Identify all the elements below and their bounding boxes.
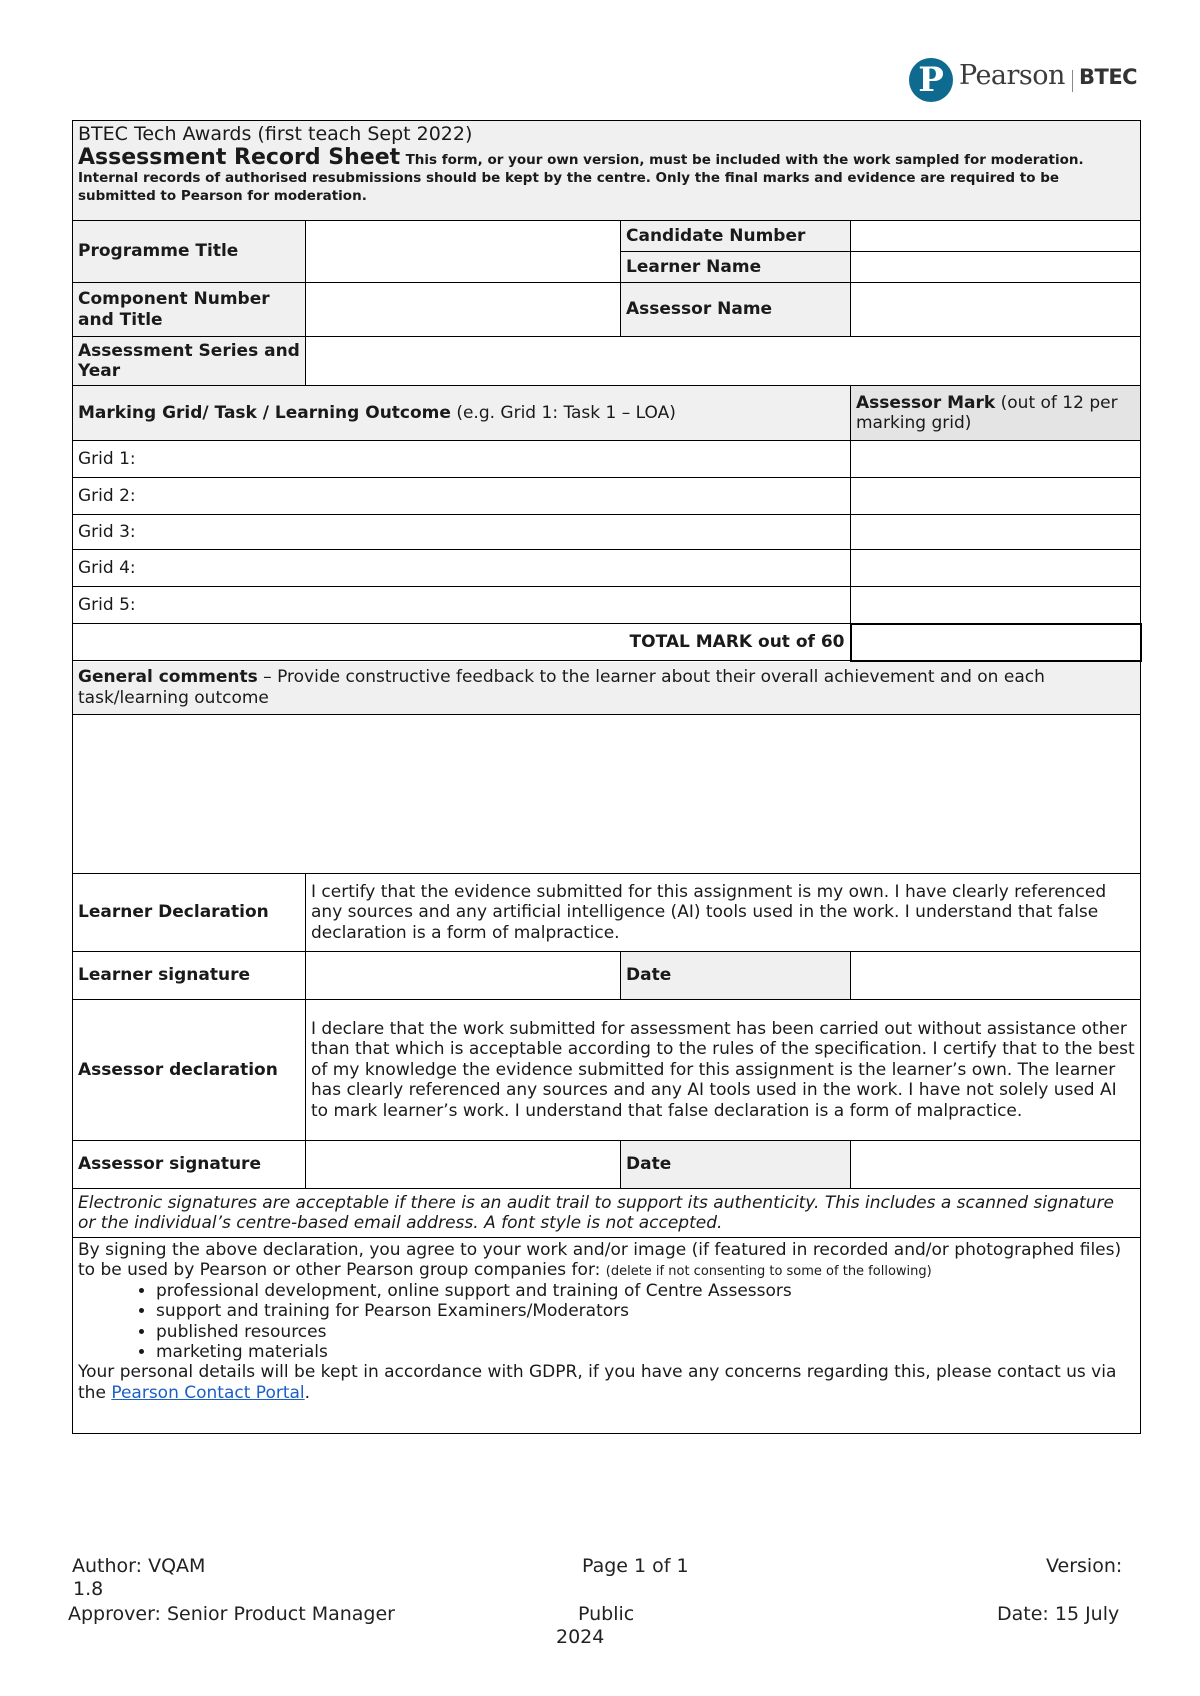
grid-mark-field[interactable] [851, 478, 1141, 515]
grid-mark-field[interactable] [851, 587, 1141, 624]
general-comments-heading [73, 661, 1141, 715]
component-label: Component Number and Title [73, 283, 306, 337]
component-field[interactable] [306, 283, 621, 337]
learner-declaration-text: I certify that the evidence submitted for this assignment is my own. I have clearly referenced any sources and any artificial intelligence (AI) tools used in the work. I understand that false declaration is a form of malpractice. [306, 874, 1141, 952]
grid-mark-field[interactable] [851, 441, 1141, 478]
learner-date-field[interactable] [851, 952, 1141, 1000]
assessment-series-field[interactable] [306, 337, 1141, 386]
list-item: • support and training for Pearson Examiners/Moderators [156, 1301, 1135, 1321]
assessor-mark-heading-bold: Assessor Mark [856, 392, 996, 413]
pearson-contact-portal-link[interactable]: Pearson Contact Portal [111, 1382, 305, 1403]
logo-btec-text: BTEC [1079, 65, 1138, 89]
assessment-record-form [72, 120, 1140, 1434]
total-mark-label: TOTAL MARK out of 60 [73, 624, 851, 661]
assessor-signature-field[interactable] [306, 1141, 621, 1189]
list-item: • published resources [156, 1322, 1135, 1342]
qualification-title: BTEC Tech Awards (first teach Sept 2022) [78, 123, 473, 145]
learner-signature-field[interactable] [306, 952, 621, 1000]
general-comments-instructions: – Provide constructive feedback to the learner about their overall achievement and on each task/learning outcome [78, 667, 1045, 708]
assessor-mark-heading-note: (out of 12 per marking grid) [856, 392, 1118, 433]
consent-delete-note: (delete if not consenting to some of the following) [605, 1264, 932, 1280]
footer-approver: Approver: Senior Product Manager [68, 1603, 395, 1625]
candidate-number-field[interactable] [851, 221, 1141, 252]
consent-section [73, 1238, 1141, 1434]
footer-version-value: 1.8 [73, 1578, 104, 1600]
candidate-number-label: Candidate Number [621, 221, 851, 252]
pearson-p-icon: P [909, 58, 953, 102]
consent-intro: By signing the above declaration, you agree to your work and/or image (if featured in recorded and/or photographed files) to be used by Pearson or other Pearson group companies for: [78, 1240, 1122, 1281]
list-item: • professional development, online support and training of Centre Assessors [156, 1281, 1135, 1301]
footer-page-number: Page 1 of 1 [582, 1555, 689, 1577]
marking-grid-heading-bold: Marking Grid/ Task / Learning Outcome [78, 402, 451, 423]
page-title: Assessment Record Sheet [78, 144, 401, 170]
assessor-declaration-text: I declare that the work submitted for assessment has been carried out without assistance other than that which is acceptable according to the rules of the specification. I certify that to the best of my knowledge the evidence submitted for this assignment is the learner’s own. The learner has clearly referenced any sources and any AI tools used in the work. I have not solely used AI to mark learner’s work. I understand that false declaration is a form of malpractice. [306, 1000, 1141, 1141]
general-comments-field[interactable] [73, 715, 1141, 874]
grid-row-label[interactable]: Grid 1: [73, 441, 851, 478]
programme-title-field[interactable] [306, 221, 621, 283]
form-instructions: This form, or your own version, must be included with the work sampled for moderation. Internal records of authorised resubmissions should be kept by the centre. Only the final marks and evidence are required to be submitted to Pearson for moderation. [78, 151, 1084, 204]
pearson-btec-logo [909, 58, 1138, 104]
gdpr-end: . [304, 1382, 311, 1403]
grid-mark-field[interactable] [851, 550, 1141, 587]
logo-divider [1072, 70, 1073, 92]
record-sheet-table [72, 120, 1142, 1434]
footer-date-year: 2024 [556, 1626, 605, 1648]
marking-grid-heading-example: (e.g. Grid 1: Task 1 – LOA) [450, 402, 676, 423]
grid-row-label[interactable]: Grid 5: [73, 587, 851, 624]
learner-name-label: Learner Name [621, 252, 851, 283]
footer-classification: Public [578, 1603, 635, 1625]
grid-mark-field[interactable] [851, 515, 1141, 550]
learner-date-label: Date [621, 952, 851, 1000]
footer-author: Author: VQAM [72, 1555, 206, 1577]
list-item: • marketing materials [156, 1342, 1135, 1362]
logo-pearson-text: Pearson [959, 60, 1065, 91]
assessment-series-label: Assessment Series and Year [73, 337, 306, 386]
general-comments-bold: General comments [78, 667, 258, 688]
gdpr-text: Your personal details will be kept in accordance with GDPR, if you have any concerns regarding this, please contact us via the [78, 1362, 1117, 1403]
learner-signature-label: Learner signature [73, 952, 306, 1000]
footer-date: Date: 15 July [997, 1603, 1120, 1625]
consent-list [78, 1281, 1135, 1363]
form-header [73, 121, 1141, 221]
learner-name-field[interactable] [851, 252, 1141, 283]
assessor-signature-label: Assessor signature [73, 1141, 306, 1189]
footer-version-label: Version: [1046, 1555, 1123, 1577]
assessor-date-label: Date [621, 1141, 851, 1189]
assessor-declaration-label: Assessor declaration [73, 1000, 306, 1141]
grid-row-label[interactable]: Grid 2: [73, 478, 851, 515]
electronic-signature-note: Electronic signatures are acceptable if there is an audit trail to support its authenticity. This includes a scanned signature or the individual’s centre-based email address. A font style is not accepted. [73, 1189, 1141, 1238]
grid-row-label[interactable]: Grid 3: [73, 515, 851, 550]
total-mark-field[interactable] [851, 624, 1141, 661]
assessor-name-field[interactable] [851, 283, 1141, 337]
marking-grid-heading [73, 386, 851, 441]
assessor-date-field[interactable] [851, 1141, 1141, 1189]
assessor-mark-heading [851, 386, 1141, 441]
assessor-name-label: Assessor Name [621, 283, 851, 337]
programme-title-label: Programme Title [73, 221, 306, 283]
learner-declaration-label: Learner Declaration [73, 874, 306, 952]
grid-row-label[interactable]: Grid 4: [73, 550, 851, 587]
